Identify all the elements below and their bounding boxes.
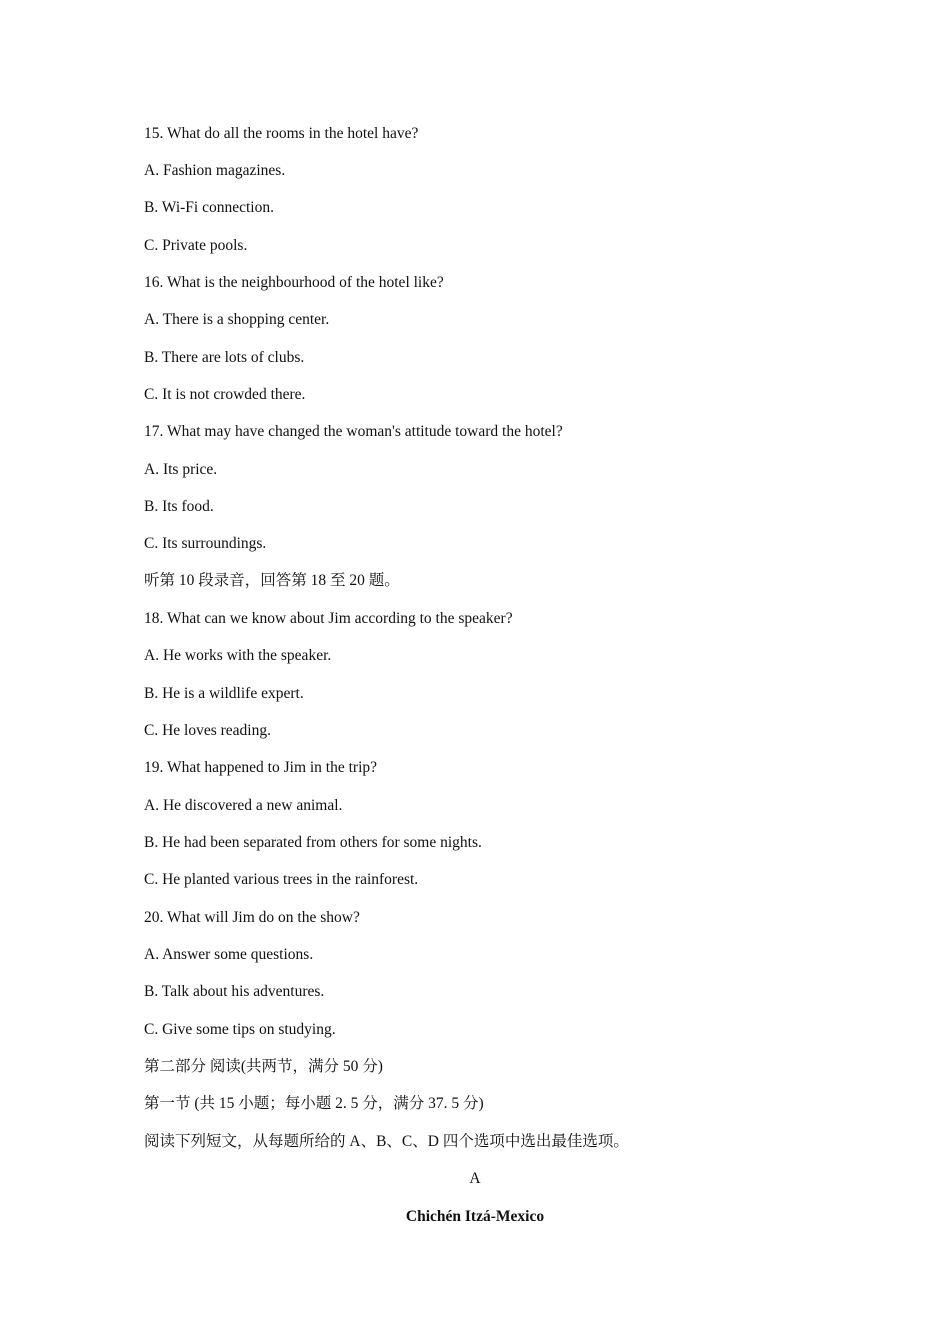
question-15-option-a: A. Fashion magazines. [144, 162, 286, 179]
question-18-stem: 18. What can we know about Jim according to the speaker? [144, 610, 513, 627]
question-15-option-b: B. Wi-Fi connection. [144, 199, 274, 216]
section-one-heading: 第一节 (共 15 小题；每小题 2. 5 分，满分 37. 5 分) [144, 1095, 484, 1112]
question-16-option-a: A. There is a shopping center. [144, 311, 330, 328]
question-19-option-b: B. He had been separated from others for some nights. [144, 834, 482, 851]
part-two-heading: 第二部分 阅读(共两节，满分 50 分) [144, 1058, 383, 1075]
section-10-instruction: 听第 10 段录音，回答第 18 至 20 题。 [144, 572, 400, 589]
question-15-option-c: C. Private pools. [144, 237, 248, 254]
question-20-stem: 20. What will Jim do on the show? [144, 909, 360, 926]
reading-instruction: 阅读下列短文，从每题所给的 A、B、C、D 四个选项中选出最佳选项。 [144, 1133, 629, 1150]
question-17-stem: 17. What may have changed the woman's attitude toward the hotel? [144, 423, 563, 440]
question-16-stem: 16. What is the neighbourhood of the hotel like? [144, 274, 444, 291]
question-17-option-b: B. Its food. [144, 498, 214, 515]
question-19-option-a: A. He discovered a new animal. [144, 797, 343, 814]
question-19-option-c: C. He planted various trees in the rainforest. [144, 871, 419, 888]
question-16-option-c: C. It is not crowded there. [144, 386, 306, 403]
passage-title: Chichén Itzá-Mexico [405, 1208, 545, 1225]
question-20-option-c: C. Give some tips on studying. [144, 1021, 336, 1038]
question-18-option-b: B. He is a wildlife expert. [144, 685, 304, 702]
question-15-stem: 15. What do all the rooms in the hotel have? [144, 125, 419, 142]
question-17-option-c: C. Its surroundings. [144, 535, 267, 552]
question-19-stem: 19. What happened to Jim in the trip? [144, 759, 378, 776]
question-16-option-b: B. There are lots of clubs. [144, 349, 305, 366]
question-18-option-c: C. He loves reading. [144, 722, 271, 739]
question-17-option-a: A. Its price. [144, 461, 218, 478]
question-18-option-a: A. He works with the speaker. [144, 647, 332, 664]
question-20-option-a: A. Answer some questions. [144, 946, 314, 963]
passage-label: A [469, 1170, 481, 1187]
question-20-option-b: B. Talk about his adventures. [144, 983, 325, 1000]
